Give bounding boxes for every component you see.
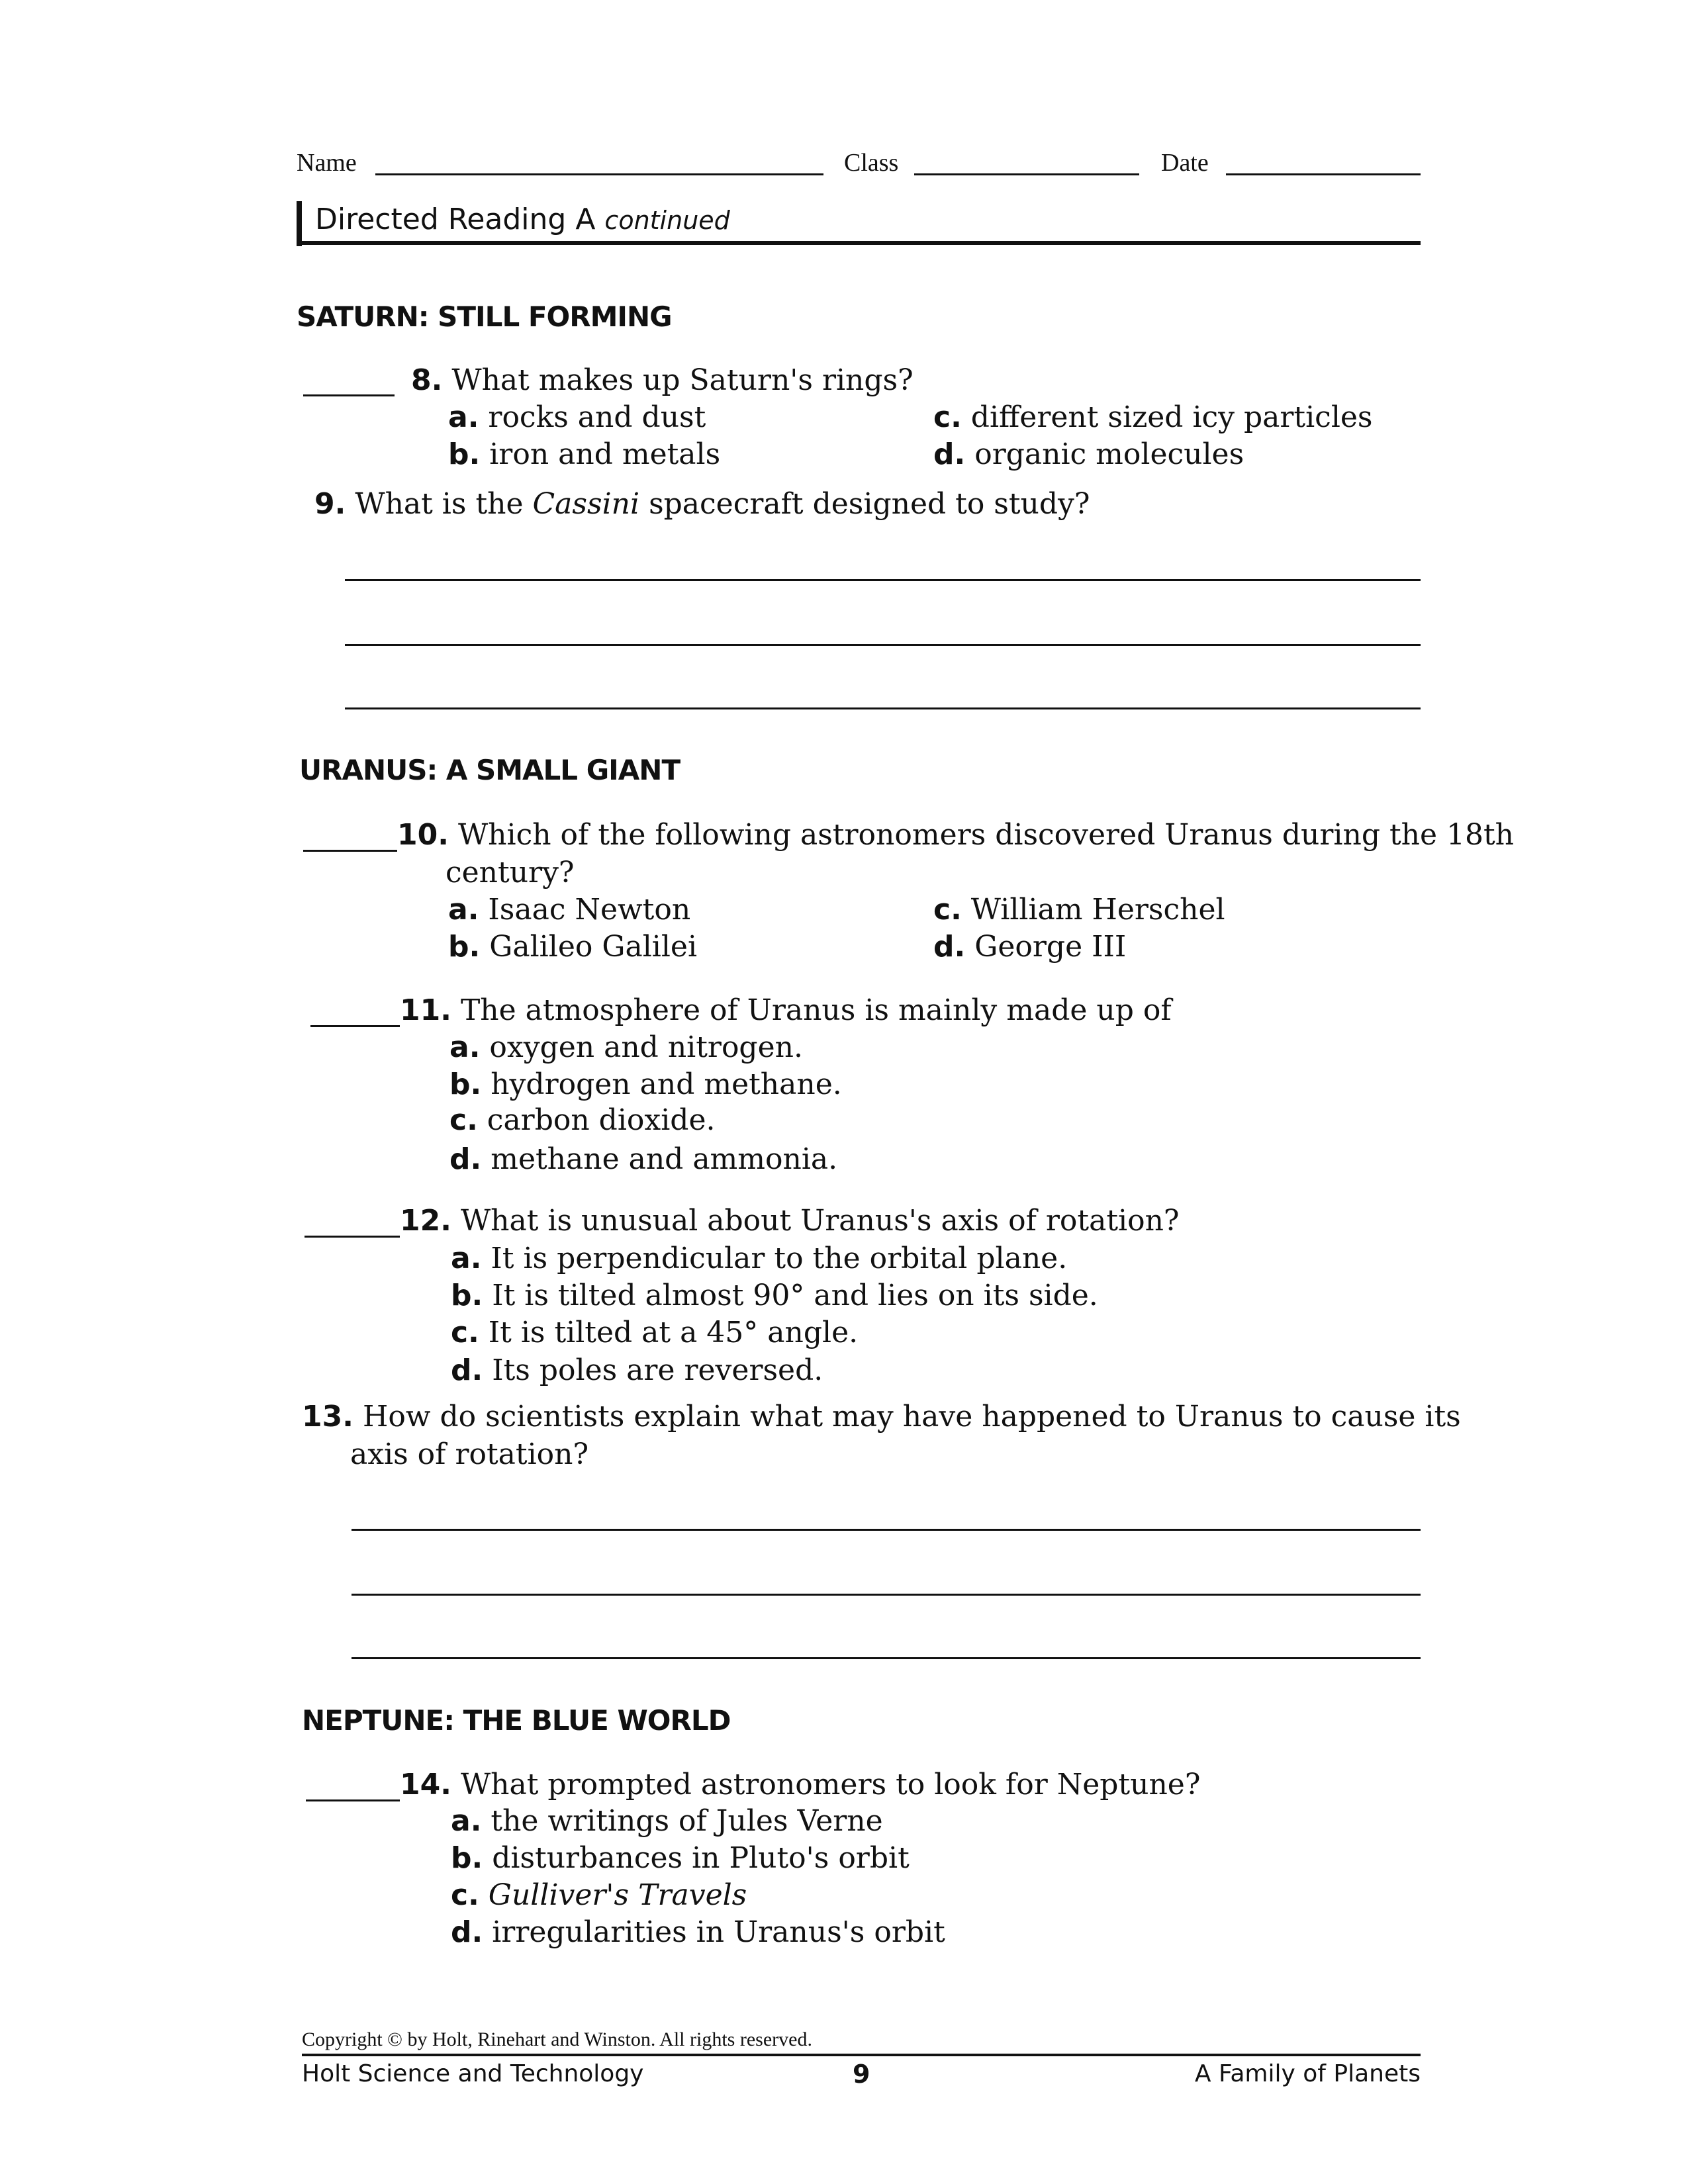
q-num: 11. [400,993,451,1027]
opt-text: It is perpendicular to the orbital plane. [491,1242,1068,1275]
option-a [451,1240,1067,1277]
opt-text: William Herschel [970,893,1225,927]
opt-text: Gulliver's Travels [488,1878,747,1912]
banner-suffix: continued [604,206,730,235]
answer-line[interactable] [345,707,1421,709]
date-field[interactable] [1226,173,1421,175]
section-heading: URANUS: A SMALL GIANT [299,754,680,786]
section-heading: SATURN: STILL FORMING [297,300,672,333]
question-11 [400,992,1172,1029]
banner-bar [297,201,302,246]
footer-book: Holt Science and Technology [302,2060,644,2087]
option-b [448,929,697,966]
opt-letter: d. [451,1353,483,1387]
banner-rule [297,241,1421,245]
opt-letter: c. [933,893,962,927]
option-d [451,1914,945,1951]
opt-text: different sized icy particles [970,400,1373,434]
class-label: Class [844,149,899,177]
q-num: 13. [302,1400,353,1433]
name-field[interactable] [375,173,823,175]
opt-text: hydrogen and methane. [491,1068,842,1101]
option-c [451,1314,858,1351]
opt-letter: c. [449,1103,478,1137]
answer-line[interactable] [352,1594,1421,1596]
opt-letter: d. [451,1915,483,1949]
opt-text: It is tilted at a 45° angle. [488,1316,859,1349]
option-d [449,1141,837,1178]
opt-letter: b. [448,930,481,964]
class-field[interactable] [914,173,1139,175]
answer-blank-12[interactable] [305,1236,400,1238]
option-a [448,399,706,436]
option-d [451,1352,823,1389]
opt-letter: a. [449,1030,481,1064]
question-12 [400,1203,1180,1240]
q-num: 10. [397,818,449,852]
option-d [933,929,1126,966]
banner-title [315,201,730,239]
option-b [451,1277,1098,1314]
opt-letter: b. [448,437,481,471]
opt-letter: b. [451,1841,483,1875]
opt-text: George III [974,930,1127,964]
option-b [448,436,720,473]
q-num: 12. [400,1204,451,1238]
opt-letter: c. [933,400,962,434]
q-text: What is unusual about Uranus's axis of rotation? [460,1204,1180,1238]
q-text: Which of the following astronomers discovered Uranus during the 18th [457,818,1515,852]
opt-text: iron and metals [489,437,721,471]
opt-letter: c. [451,1316,479,1349]
opt-text: methane and ammonia. [491,1142,838,1176]
q-text: What is the [355,487,524,521]
answer-blank-14[interactable] [306,1799,400,1801]
opt-letter: d. [933,437,966,471]
option-c [933,891,1225,929]
q-text: The atmosphere of Uranus is mainly made up of [460,993,1172,1027]
q-num: 9. [314,487,346,521]
footer-chapter: A Family of Planets [1194,2060,1421,2087]
opt-text: Isaac Newton [488,893,691,927]
option-c [449,1102,716,1139]
opt-letter: c. [451,1878,479,1912]
option-b [449,1066,842,1103]
opt-text: Galileo Galilei [489,930,698,964]
opt-letter: d. [933,930,966,964]
opt-text: disturbances in Pluto's orbit [492,1841,910,1875]
answer-line[interactable] [345,644,1421,646]
opt-letter: b. [449,1068,482,1101]
opt-letter: a. [451,1804,482,1838]
q-text: spacecraft designed to study? [649,487,1090,521]
copyright: Copyright © by Holt, Rinehart and Winston. All rights reserved. [302,2028,812,2050]
question-13 [302,1398,1461,1435]
question-9 [314,486,1090,523]
q-text: What makes up Saturn's rings? [451,363,914,397]
footer-rule [302,2054,1421,2056]
name-label: Name [297,149,357,177]
opt-text: organic molecules [974,437,1244,471]
answer-blank-8[interactable] [303,394,395,396]
q-text-cont: axis of rotation? [350,1437,589,1471]
answer-line[interactable] [352,1657,1421,1659]
option-a [451,1803,883,1840]
option-b [451,1840,910,1877]
answer-blank-11[interactable] [310,1025,400,1027]
opt-letter: a. [448,400,479,434]
opt-text: carbon dioxide. [487,1103,716,1137]
answer-blank-10[interactable] [303,850,397,852]
q-italic: Cassini [532,487,640,521]
option-a [448,891,690,929]
answer-line[interactable] [345,579,1421,581]
page-number: 9 [853,2060,870,2089]
banner-title-text: Directed Reading A [315,203,596,236]
opt-letter: a. [448,893,479,927]
opt-text: oxygen and nitrogen. [489,1030,803,1064]
q-text: What prompted astronomers to look for Neptune? [460,1768,1201,1801]
answer-line[interactable] [352,1529,1421,1531]
q-text: How do scientists explain what may have happened to Uranus to cause its [362,1400,1461,1433]
opt-text: irregularities in Uranus's orbit [492,1915,945,1949]
question-8 [411,362,914,399]
opt-text: the writings of Jules Verne [491,1804,883,1838]
opt-text: rocks and dust [488,400,706,434]
opt-text: It is tilted almost 90° and lies on its side. [492,1279,1098,1312]
q-text-cont: century? [445,856,575,889]
opt-letter: b. [451,1279,483,1312]
section-heading: NEPTUNE: THE BLUE WORLD [302,1704,731,1737]
opt-letter: d. [449,1142,482,1176]
opt-letter: a. [451,1242,482,1275]
q-num: 14. [400,1768,451,1801]
question-14 [400,1766,1200,1803]
q-num: 8. [411,363,443,397]
option-c [451,1877,747,1914]
opt-text: Its poles are reversed. [492,1353,823,1387]
date-label: Date [1161,149,1209,177]
option-d [933,436,1244,473]
option-c [933,399,1373,436]
option-a [449,1029,803,1066]
question-10 [397,817,1514,854]
